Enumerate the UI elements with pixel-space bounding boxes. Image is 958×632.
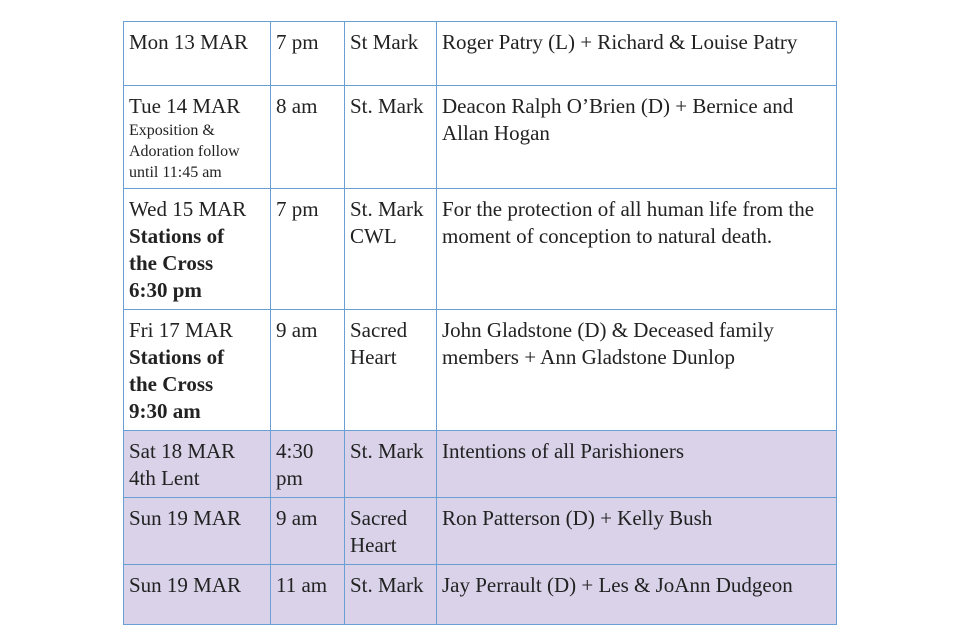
intention-cell: Intentions of all Parishioners bbox=[437, 431, 837, 498]
location-cell: St. Mark bbox=[345, 565, 437, 625]
intention-cell: Deacon Ralph O’Brien (D) + Bernice and Allan Hogan bbox=[437, 86, 837, 189]
table-row bbox=[124, 565, 837, 625]
date-cell: Mon 13 MAR bbox=[124, 22, 271, 86]
location-cell: Sacred Heart bbox=[345, 498, 437, 565]
intention-cell: Ron Patterson (D) + Kelly Bush bbox=[437, 498, 837, 565]
stations-note: Stations of bbox=[129, 345, 225, 369]
time-cell: 7 pm bbox=[271, 189, 345, 310]
time-cell: 9 am bbox=[271, 310, 345, 431]
location-cell: St. Mark CWL bbox=[345, 189, 437, 310]
intention-cell: For the protection of all human life from the moment of conception to natural death. bbox=[437, 189, 837, 310]
table-row bbox=[124, 310, 837, 431]
location-cell: St. Mark bbox=[345, 86, 437, 189]
location-cell: St. Mark bbox=[345, 431, 437, 498]
table-row bbox=[124, 86, 837, 189]
date-cell: Wed 15 MAR Stations of the Cross 6:30 pm bbox=[124, 189, 271, 310]
exposition-note: until 11:45 am bbox=[129, 164, 222, 181]
stations-note: the Cross bbox=[129, 372, 214, 396]
stations-note: 6:30 pm bbox=[129, 278, 202, 302]
time-cell: 11 am bbox=[271, 565, 345, 625]
date-cell: Sun 19 MAR bbox=[124, 565, 271, 625]
intention-cell: Jay Perrault (D) + Les & JoAnn Dudgeon bbox=[437, 565, 837, 625]
time-cell: 4:30 pm bbox=[271, 431, 345, 498]
table-row bbox=[124, 431, 837, 498]
exposition-note: Exposition & bbox=[129, 122, 215, 139]
date-cell: Sat 18 MAR 4th Lent bbox=[124, 431, 271, 498]
lent-note: 4th Lent bbox=[129, 466, 200, 490]
exposition-note: Adoration follow bbox=[129, 143, 240, 160]
stations-note: 9:30 am bbox=[129, 399, 201, 423]
time-cell: 8 am bbox=[271, 86, 345, 189]
date-cell: Fri 17 MAR Stations of the Cross 9:30 am bbox=[124, 310, 271, 431]
time-cell: 7 pm bbox=[271, 22, 345, 86]
table-row bbox=[124, 498, 837, 565]
table-row bbox=[124, 189, 837, 310]
location-cell: St Mark bbox=[345, 22, 437, 86]
table-row bbox=[124, 22, 837, 86]
mass-schedule-table bbox=[123, 21, 837, 625]
location-cell: Sacred Heart bbox=[345, 310, 437, 431]
date-cell: Tue 14 MAR Exposition & Adoration follow until 11:45 am bbox=[124, 86, 271, 189]
intention-cell: Roger Patry (L) + Richard & Louise Patry bbox=[437, 22, 837, 86]
stations-note: the Cross bbox=[129, 251, 214, 275]
date-cell: Sun 19 MAR bbox=[124, 498, 271, 565]
time-cell: 9 am bbox=[271, 498, 345, 565]
intention-cell: John Gladstone (D) & Deceased family members + Ann Gladstone Dunlop bbox=[437, 310, 837, 431]
stations-note: Stations of bbox=[129, 224, 225, 248]
